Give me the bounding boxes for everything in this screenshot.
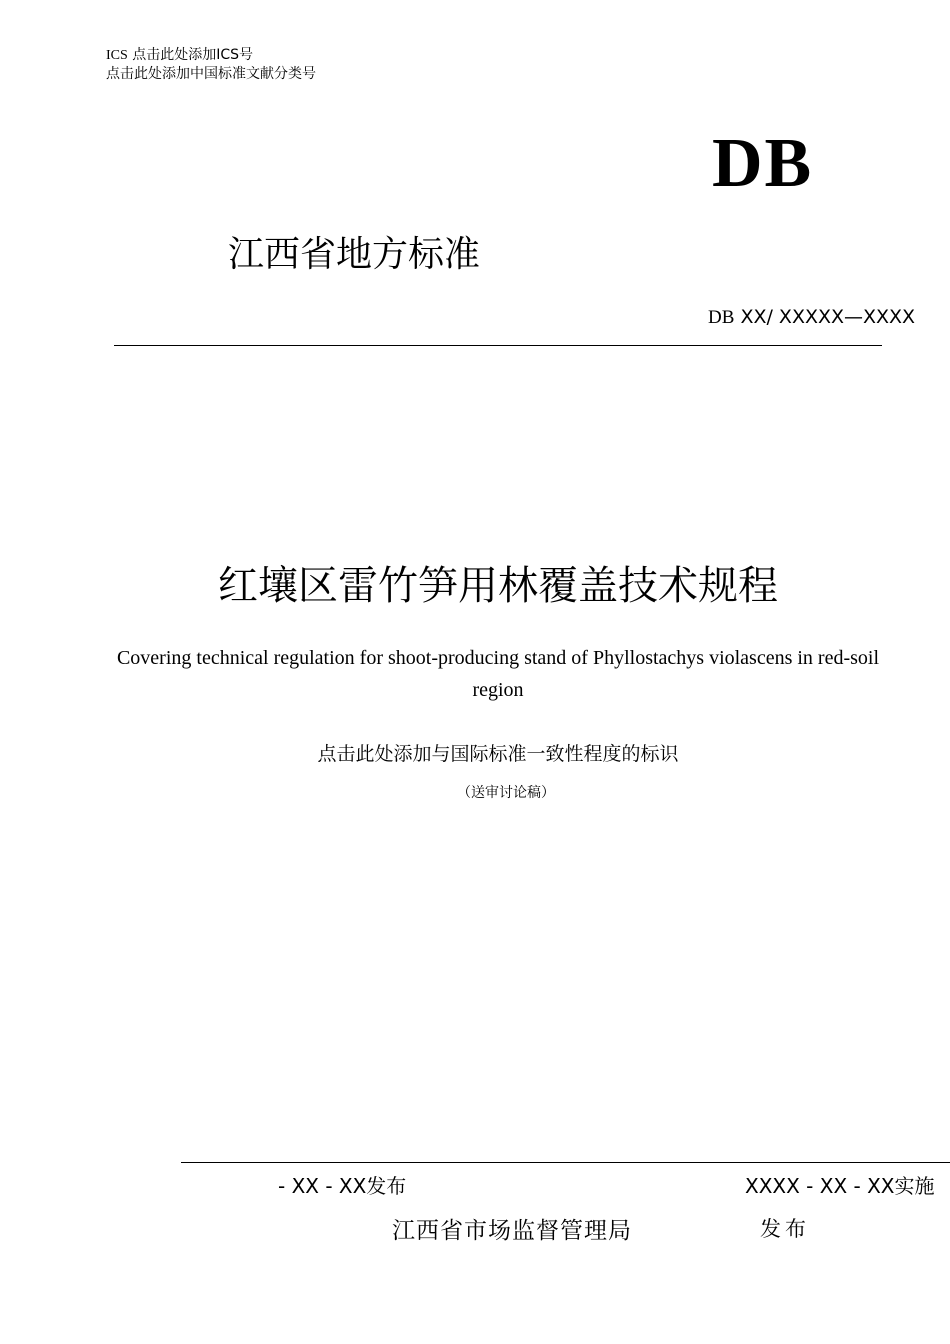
issue-date: - XX - XX发布 [278, 1174, 407, 1198]
publish-label: 发布 [760, 1217, 810, 1241]
consistency-placeholder[interactable]: 点击此处添加与国际标准一致性程度的标识 [317, 743, 679, 765]
ics-line [106, 46, 253, 65]
ics-placeholder[interactable]: 点击此处添加ICS号 [132, 47, 254, 63]
ics-prefix: ICS [106, 48, 128, 63]
classification-placeholder[interactable]: 点击此处添加中国标准文献分类号 [106, 66, 316, 82]
top-divider [114, 345, 882, 346]
chinese-title: 红壤区雷竹笋用林覆盖技术规程 [218, 563, 778, 609]
db-logo: DB [712, 125, 814, 202]
standard-number-prefix: DB [708, 307, 735, 328]
implementation-date: XXXX - XX - XX实施 [745, 1174, 935, 1198]
bottom-divider [181, 1162, 950, 1163]
issuing-authority: 江西省市场监督管理局 [392, 1218, 632, 1244]
standard-number-value[interactable]: XX/ XXXXX—XXXX [740, 306, 916, 328]
province-standard-heading: 江西省地方标准 [228, 234, 481, 275]
standard-number [708, 304, 915, 331]
english-title: Covering technical regulation for shoot-producing stand of Phyllostachys violascens in red-soil region [116, 647, 880, 701]
draft-status: （送审讨论稿） [457, 785, 555, 801]
